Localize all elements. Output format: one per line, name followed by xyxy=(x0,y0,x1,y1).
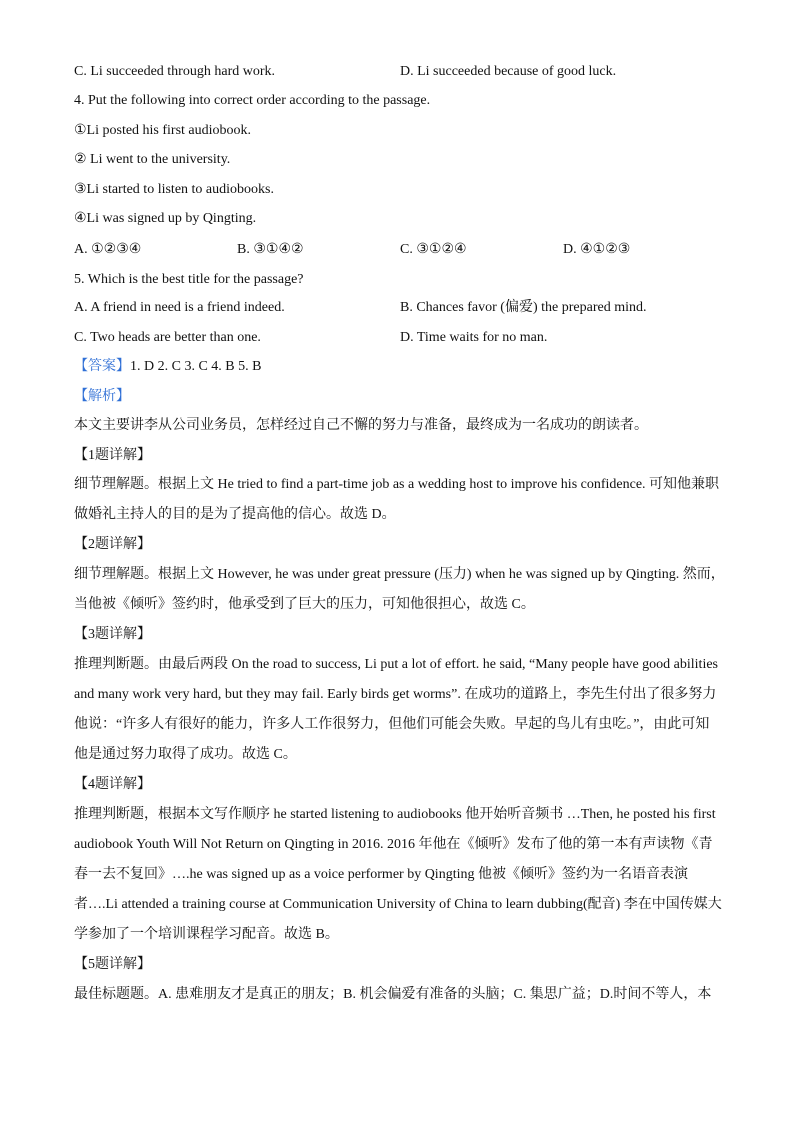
detail-line: 做婚礼主持人的目的是为了提高他的信心。故选 D。 xyxy=(74,507,396,522)
q5-option-b: B. Chances favor (偏爱) the prepared mind. xyxy=(400,300,647,315)
detail-line: 细节理解题。根据上文 However, he was under great pressure (压力) when he was signed up by Qingting. 然而， xyxy=(74,567,725,582)
q4-option-a: A. ①②③④ xyxy=(74,242,142,257)
answer-line xyxy=(74,357,261,377)
detail-line: 当他被《倾听》签约时，他承受到了巨大的压力，可知他很担心，故选 C。 xyxy=(74,597,535,612)
q3-option-d: D. Li succeeded because of good luck. xyxy=(400,64,617,79)
detail-line: 推理判断题，根据本文写作顺序 he started listening to audiobooks 他开始听音频书 …Then, he posted his first xyxy=(74,807,716,822)
detail-heading: 【4题详解】 xyxy=(74,777,151,792)
q4-item: ①Li posted his first audiobook. xyxy=(74,123,252,138)
q4-option-c: C. ③①②④ xyxy=(400,242,467,257)
q4-item: ④Li was signed up by Qingting. xyxy=(74,211,257,226)
q5-option-d: D. Time waits for no man. xyxy=(400,330,548,345)
answer-label: 【答案】 xyxy=(74,359,130,374)
detail-heading: 【5题详解】 xyxy=(74,957,151,972)
q5-option-c: C. Two heads are better than one. xyxy=(74,330,261,345)
q4-stem: 4. Put the following into correct order according to the passage. xyxy=(74,93,431,108)
q5-stem: 5. Which is the best title for the passage? xyxy=(74,272,304,287)
q5-option-a: A. A friend in need is a friend indeed. xyxy=(74,300,285,315)
detail-heading: 【2题详解】 xyxy=(74,537,151,552)
q4-option-d: D. ④①②③ xyxy=(563,242,631,257)
detail-heading: 【1题详解】 xyxy=(74,448,151,463)
q4-option-b: B. ③①④② xyxy=(237,242,304,257)
q4-item: ② Li went to the university. xyxy=(74,152,231,167)
detail-heading: 【3题详解】 xyxy=(74,627,151,642)
answer-text: 1. D 2. C 3. C 4. B 5. B xyxy=(130,359,262,374)
detail-line: 推理判断题。由最后两段 On the road to success, Li put a lot of effort. he said, “Many people have good abilities xyxy=(74,657,718,672)
detail-line: 春一去不复回》….he was signed up as a voice performer by Qingting 他被《倾听》签约为一名语音表演 xyxy=(74,867,688,882)
detail-line: 细节理解题。根据上文 He tried to find a part-time job as a wedding host to improve his confidence. 可知他兼职 xyxy=(74,477,720,492)
analysis-summary: 本文主要讲李从公司业务员，怎样经过自己不懈的努力与准备，最终成为一名成功的朗读者。 xyxy=(74,418,648,433)
detail-line: audiobook Youth Will Not Return on Qingting in 2016. 2016 年他在《倾听》发布了他的第一本有声读物《青 xyxy=(74,837,713,852)
detail-line: 学参加了一个培训课程学习配音。故选 B。 xyxy=(74,927,339,942)
detail-line: 他说：“许多人有很好的能力，许多人工作很努力，但他们可能会失败。早起的鸟儿有虫吃。”，由此可知 xyxy=(74,717,710,732)
q4-item: ③Li started to listen to audiobooks. xyxy=(74,182,274,197)
q3-option-c: C. Li succeeded through hard work. xyxy=(74,64,275,79)
detail-line: and many work very hard, but they may fail. Early birds get worms”. 在成功的道路上，李先生付出了很多努力 xyxy=(74,687,717,702)
detail-line: 最佳标题题。A. 患难朋友才是真正的朋友；B. 机会偏爱有准备的头脑；C. 集思广益；D.时间不等人，本 xyxy=(74,987,712,1002)
detail-line: 者….Li attended a training course at Communication University of China to learn dubbing(配音) 李在中国传媒大 xyxy=(74,897,722,912)
analysis-label: 【解析】 xyxy=(74,389,130,404)
detail-line: 他是通过努力取得了成功。故选 C。 xyxy=(74,747,297,762)
